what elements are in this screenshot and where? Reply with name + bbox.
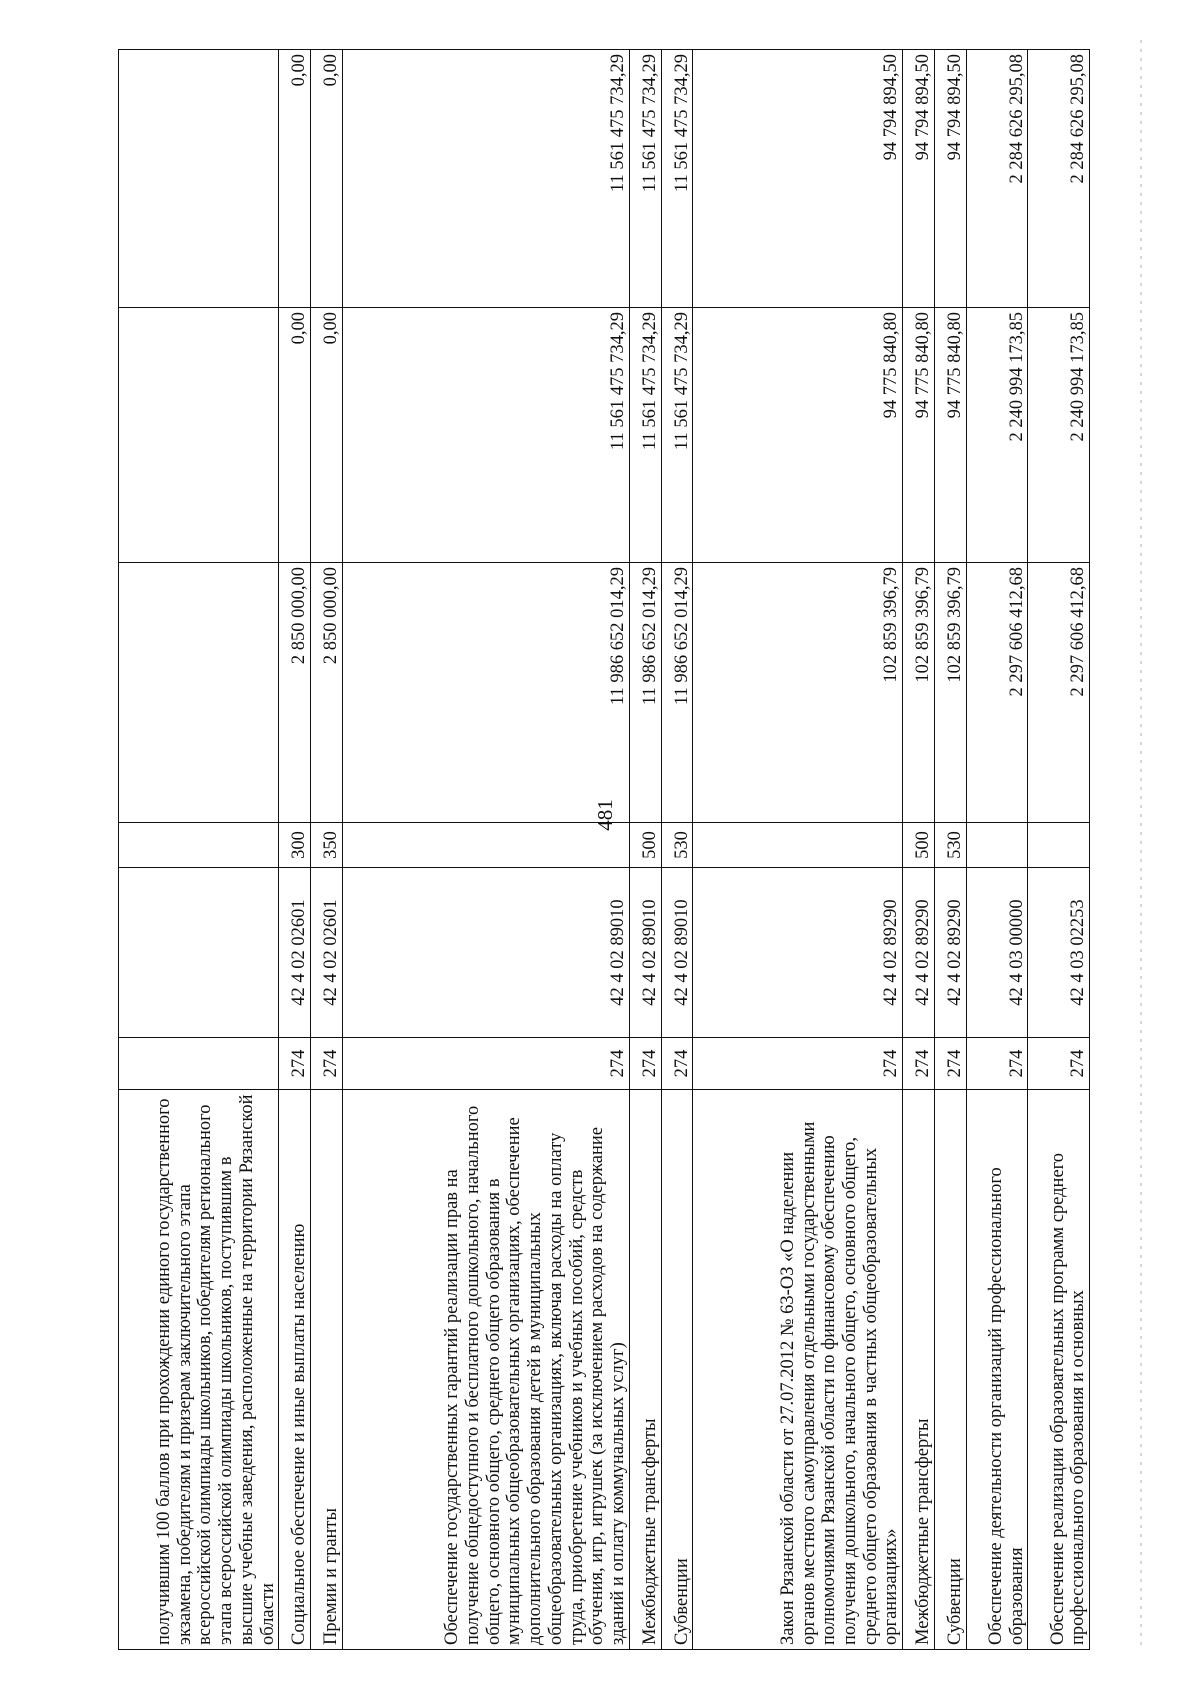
row-sum1-cell: 2 850 000,00 — [279, 563, 311, 823]
table-row — [1028, 50, 1090, 1650]
row-sum3-cell: 94 794 894,50 — [903, 50, 935, 308]
row-kcsr-cell: 42 4 03 02253 — [1028, 868, 1090, 1038]
row-vr-cell: 530 — [935, 823, 967, 868]
row-sum3-cell — [119, 50, 279, 308]
row-vr-cell: 530 — [661, 823, 693, 868]
row-sum2-cell: 2 240 994 173,85 — [1028, 308, 1090, 563]
row-kcsr-cell: 42 4 02 89010 — [343, 868, 630, 1038]
row-sum1-cell: 102 859 396,79 — [693, 563, 903, 823]
row-sum2-cell: 94 775 840,80 — [935, 308, 967, 563]
row-name-cell: Субвенции — [661, 1090, 693, 1650]
row-kcsr-cell: 42 4 02 89290 — [903, 868, 935, 1038]
row-code-cell: 274 — [903, 1038, 935, 1090]
row-name-cell: Закон Рязанской области от 27.07.2012 № 63-ОЗ «О наделении органов местного самоуправления отдельными государственными полномочиями Рязанской области по финансовому обеспечению получения дошкольного, начального общего, основного общего, среднего общего образования в частных общеобразовательных организациях» — [693, 1090, 903, 1650]
row-vr-cell — [1028, 823, 1090, 868]
row-sum3-cell: 0,00 — [311, 50, 343, 308]
row-vr-cell — [966, 823, 1028, 868]
scan-artifact — [1140, 40, 1142, 1650]
row-sum2-cell: 94 775 840,80 — [693, 308, 903, 563]
row-sum2-cell: 2 240 994 173,85 — [966, 308, 1028, 563]
table-row — [966, 50, 1028, 1650]
row-name-cell: Межбюджетные трансферты — [903, 1090, 935, 1650]
row-sum3-cell: 2 284 626 295,08 — [1028, 50, 1090, 308]
table-row — [693, 50, 903, 1650]
row-kcsr-cell: 42 4 02 89290 — [693, 868, 903, 1038]
row-sum1-cell: 11 986 652 014,29 — [629, 563, 661, 823]
row-name-cell: Социальное обеспечение и иные выплаты населению — [279, 1090, 311, 1650]
budget-table-rotated — [118, 50, 1090, 1650]
row-code-cell: 274 — [311, 1038, 343, 1090]
budget-table — [118, 49, 1090, 1650]
row-kcsr-cell — [119, 868, 279, 1038]
row-kcsr-cell: 42 4 02 89010 — [629, 868, 661, 1038]
row-kcsr-cell: 42 4 02 02601 — [279, 868, 311, 1038]
row-code-cell — [119, 1038, 279, 1090]
row-sum3-cell: 94 794 894,50 — [693, 50, 903, 308]
page-number: 481 — [593, 799, 617, 831]
row-sum1-cell — [119, 563, 279, 823]
row-name-cell: получившим 100 баллов при прохождении единого государственного экзамена, победителям и призерам заключительного этапа всероссийской олимпиады школьников, победителям регионального этапа всероссийской олимпиады школьников, поступившим в высшие учебные заведения, расположенные на территории Рязанской области — [119, 1090, 279, 1650]
row-sum1-cell: 11 986 652 014,29 — [661, 563, 693, 823]
row-sum1-cell: 2 850 000,00 — [311, 563, 343, 823]
row-sum1-cell: 11 986 652 014,29 — [343, 563, 630, 823]
row-kcsr-cell: 42 4 03 00000 — [966, 868, 1028, 1038]
row-sum2-cell — [119, 308, 279, 563]
row-name-cell: Премии и гранты — [311, 1090, 343, 1650]
row-sum3-cell: 11 561 475 734,29 — [629, 50, 661, 308]
table-row — [279, 50, 311, 1650]
row-kcsr-cell: 42 4 02 89010 — [661, 868, 693, 1038]
table-row — [935, 50, 967, 1650]
row-code-cell: 274 — [629, 1038, 661, 1090]
table-row — [343, 50, 630, 1650]
row-code-cell: 274 — [1028, 1038, 1090, 1090]
row-sum2-cell: 94 775 840,80 — [903, 308, 935, 563]
row-name-cell: Обеспечение деятельности организаций профессионального образования — [966, 1090, 1028, 1650]
row-vr-cell — [343, 823, 630, 868]
row-sum1-cell: 2 297 606 412,68 — [1028, 563, 1090, 823]
row-vr-cell — [693, 823, 903, 868]
row-name-cell: Субвенции — [935, 1090, 967, 1650]
row-code-cell: 274 — [279, 1038, 311, 1090]
row-name-cell: Межбюджетные трансферты — [629, 1090, 661, 1650]
row-name-cell: Обеспечение государственных гарантий реализации прав на получение общедоступного и бесплатного дошкольного, начального общего, основного общего, среднего общего образования в муниципальных общеобразовательных организациях, обеспечение дополнительного образования детей в муниципальных общеобразовательных организациях, включая расходы на оплату труда, приобретение учебников и учебных пособий, средств обучения, игр, игрушек (за исключением расходов на содержание зданий и оплату коммунальных услуг) — [343, 1090, 630, 1650]
row-code-cell: 274 — [966, 1038, 1028, 1090]
table-row — [903, 50, 935, 1650]
row-vr-cell — [119, 823, 279, 868]
row-sum1-cell: 102 859 396,79 — [935, 563, 967, 823]
table-row — [629, 50, 661, 1650]
row-sum2-cell: 11 561 475 734,29 — [661, 308, 693, 563]
row-code-cell: 274 — [693, 1038, 903, 1090]
row-name-cell: Обеспечение реализации образовательных программ среднего профессионального образования и основных — [1028, 1090, 1090, 1650]
row-sum3-cell: 2 284 626 295,08 — [966, 50, 1028, 308]
row-sum2-cell: 11 561 475 734,29 — [629, 308, 661, 563]
row-sum2-cell: 0,00 — [279, 308, 311, 563]
row-vr-cell: 500 — [903, 823, 935, 868]
row-kcsr-cell: 42 4 02 02601 — [311, 868, 343, 1038]
row-vr-cell: 500 — [629, 823, 661, 868]
row-vr-cell: 300 — [279, 823, 311, 868]
row-sum2-cell: 0,00 — [311, 308, 343, 563]
row-sum1-cell: 2 297 606 412,68 — [966, 563, 1028, 823]
row-vr-cell: 350 — [311, 823, 343, 868]
row-kcsr-cell: 42 4 02 89290 — [935, 868, 967, 1038]
row-sum2-cell: 11 561 475 734,29 — [343, 308, 630, 563]
row-sum1-cell: 102 859 396,79 — [903, 563, 935, 823]
row-code-cell: 274 — [661, 1038, 693, 1090]
row-sum3-cell: 11 561 475 734,29 — [343, 50, 630, 308]
table-row — [661, 50, 693, 1650]
row-sum3-cell: 94 794 894,50 — [935, 50, 967, 308]
row-sum3-cell: 11 561 475 734,29 — [661, 50, 693, 308]
row-sum3-cell: 0,00 — [279, 50, 311, 308]
row-code-cell: 274 — [343, 1038, 630, 1090]
table-row — [119, 50, 279, 1650]
table-row — [311, 50, 343, 1650]
row-code-cell: 274 — [935, 1038, 967, 1090]
